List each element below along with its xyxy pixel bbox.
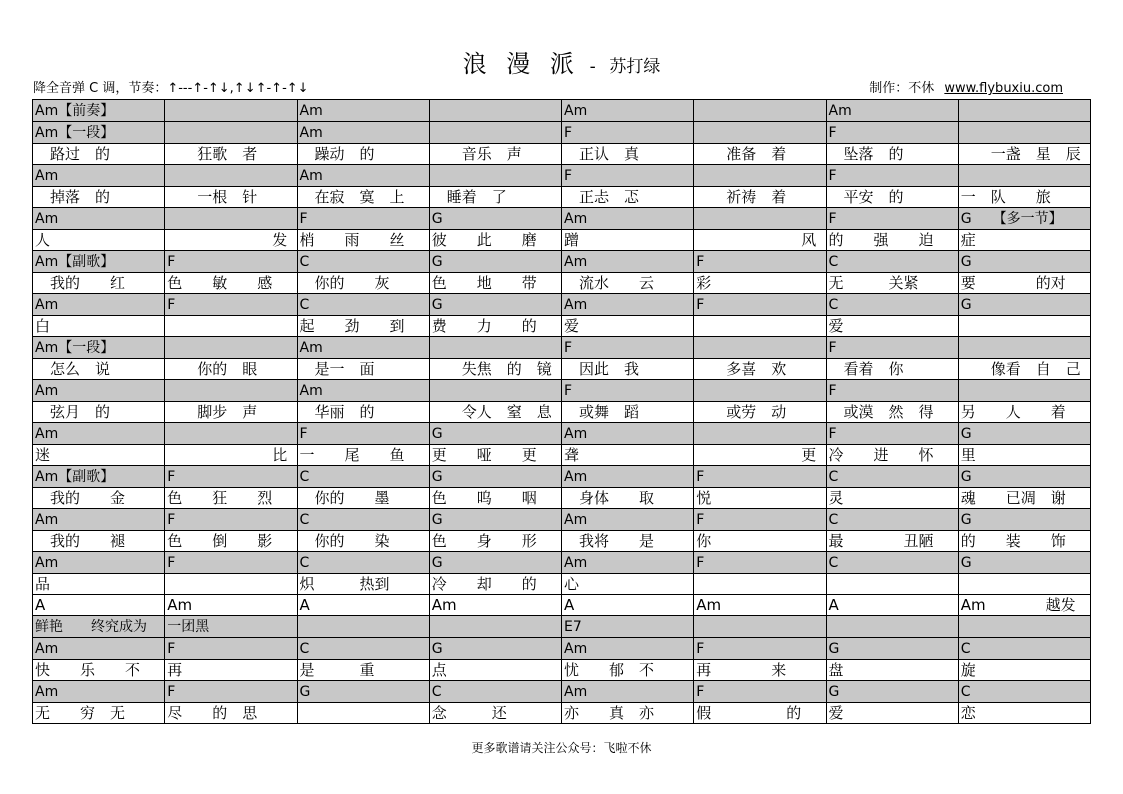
song-title: 浪 漫 派 xyxy=(462,50,580,78)
chord-cell xyxy=(165,380,297,402)
chord-row xyxy=(33,165,1091,187)
chord-cell: F xyxy=(694,251,826,273)
lyric-cell: 尽 的 思 xyxy=(165,703,297,724)
lyric-row xyxy=(33,359,1091,380)
lyric-cell xyxy=(826,574,958,595)
chord-cell: G xyxy=(958,509,1090,531)
lyric-cell: 路过 的 xyxy=(33,144,165,165)
chord-cell: F xyxy=(562,380,694,402)
lyric-cell: 平安 的 xyxy=(826,187,958,208)
lyric-cell: 是 重 xyxy=(297,660,429,681)
lyric-cell: A xyxy=(562,595,694,616)
lyric-cell: 蹭 xyxy=(562,230,694,251)
chord-cell xyxy=(165,165,297,187)
chord-cell: Am xyxy=(562,208,694,230)
lyric-cell: 冷 进 怀 xyxy=(826,445,958,466)
chord-cell: G xyxy=(429,552,561,574)
lyric-cell: 你的 墨 xyxy=(297,488,429,509)
chord-cell: E7 xyxy=(562,616,694,638)
artist-name: 苏打绿 xyxy=(609,57,661,77)
lyric-cell: 坠落 的 xyxy=(826,144,958,165)
lyric-cell: 魂 已凋 谢 xyxy=(958,488,1090,509)
chord-cell: Am【副歌】 xyxy=(33,466,165,488)
lyric-cell: 起 劲 到 xyxy=(297,316,429,337)
chord-cell: F xyxy=(826,122,958,144)
lyric-row xyxy=(33,273,1091,294)
chord-cell: Am xyxy=(33,165,165,187)
lyric-cell: 更 xyxy=(694,445,826,466)
lyric-cell xyxy=(297,703,429,724)
lyric-cell: 更 哑 更 xyxy=(429,445,561,466)
chord-cell: G xyxy=(958,552,1090,574)
chord-cell: G xyxy=(429,423,561,445)
lyric-cell xyxy=(958,316,1090,337)
chord-row xyxy=(33,208,1091,230)
chord-cell: G xyxy=(826,681,958,703)
chord-cell: F xyxy=(165,251,297,273)
chord-cell: F xyxy=(694,509,826,531)
lyric-row xyxy=(33,595,1091,616)
lyric-cell: 冷 却 的 xyxy=(429,574,561,595)
key-rhythm-line: 降全音弹 C 调，节奏：↑---↑-↑↓,↑↓↑-↑-↑↓ xyxy=(33,81,309,96)
chord-cell xyxy=(165,208,297,230)
lyric-cell: 悦 xyxy=(694,488,826,509)
lyric-cell: 白 xyxy=(33,316,165,337)
lyric-cell: 旋 xyxy=(958,660,1090,681)
chord-cell xyxy=(958,165,1090,187)
chord-cell: Am xyxy=(33,380,165,402)
lyric-cell: 一 尾 鱼 xyxy=(297,445,429,466)
chord-cell: C xyxy=(826,509,958,531)
chord-cell: F xyxy=(562,165,694,187)
chord-cell xyxy=(958,100,1090,122)
chord-cell xyxy=(958,616,1090,638)
chord-cell: F xyxy=(297,208,429,230)
lyric-cell: 因此 我 xyxy=(562,359,694,380)
chord-cell: C xyxy=(297,509,429,531)
lyric-cell: 色 地 带 xyxy=(429,273,561,294)
chord-cell: Am xyxy=(562,294,694,316)
lyric-cell: 在寂 寞 上 xyxy=(297,187,429,208)
lyric-cell: 炽 热到 xyxy=(297,574,429,595)
chord-cell xyxy=(429,337,561,359)
chord-cell: F xyxy=(562,337,694,359)
lyric-cell: 脚步 声 xyxy=(165,402,297,423)
maker-label: 制作：不休 xyxy=(869,81,935,96)
lyric-cell: 祈祷 着 xyxy=(694,187,826,208)
chord-cell: G xyxy=(958,423,1090,445)
lyric-cell: 再 xyxy=(165,660,297,681)
chord-cell: G xyxy=(429,638,561,660)
lyric-cell: 风 xyxy=(694,230,826,251)
chord-cell: G xyxy=(429,208,561,230)
lyric-cell: 或漠 然 得 xyxy=(826,402,958,423)
chord-cell xyxy=(694,337,826,359)
chord-row xyxy=(33,681,1091,703)
lyric-cell: 弦月 的 xyxy=(33,402,165,423)
lyric-cell: 你的 眼 xyxy=(165,359,297,380)
lyric-cell: 狂歌 者 xyxy=(165,144,297,165)
chord-cell: F xyxy=(826,165,958,187)
chord-cell: Am xyxy=(297,122,429,144)
chord-row xyxy=(33,552,1091,574)
chord-cell: Am【前奏】 xyxy=(33,100,165,122)
lyric-cell xyxy=(165,574,297,595)
lyric-cell: 爱 xyxy=(562,316,694,337)
chord-cell: C xyxy=(297,466,429,488)
chord-cell xyxy=(165,337,297,359)
lyric-cell: 你的 染 xyxy=(297,531,429,552)
chord-cell: Am xyxy=(33,681,165,703)
lyric-cell: 念 还 xyxy=(429,703,561,724)
chord-cell: Am xyxy=(562,509,694,531)
chord-cell: C xyxy=(826,552,958,574)
lyric-row xyxy=(33,574,1091,595)
lyric-cell: 我的 金 xyxy=(33,488,165,509)
maker-credit xyxy=(869,77,1063,96)
chord-cell: Am xyxy=(562,100,694,122)
lyric-cell: 怎么 说 xyxy=(33,359,165,380)
lyric-cell: 华丽 的 xyxy=(297,402,429,423)
chord-cell: G xyxy=(958,251,1090,273)
chord-cell: F xyxy=(165,509,297,531)
lyric-cell: 快 乐 不 xyxy=(33,660,165,681)
chord-cell xyxy=(826,616,958,638)
lyric-row xyxy=(33,531,1091,552)
lyric-cell: 另 人 着 xyxy=(958,402,1090,423)
lyric-cell: 令人 窒 息 xyxy=(429,402,561,423)
chord-cell xyxy=(429,380,561,402)
lyric-cell: 睡着 了 xyxy=(429,187,561,208)
lyric-cell: Am 越发 xyxy=(958,595,1090,616)
footer-note: 更多歌谱请关注公众号：飞啦不休 xyxy=(471,741,652,755)
chord-sheet-table xyxy=(32,99,1091,724)
lyric-cell: 正忐 忑 xyxy=(562,187,694,208)
lyric-cell: 流水 云 xyxy=(562,273,694,294)
chord-cell xyxy=(958,122,1090,144)
chord-cell xyxy=(297,616,429,638)
lyric-cell: 发 xyxy=(165,230,297,251)
lyric-row xyxy=(33,660,1091,681)
lyric-cell: 彩 xyxy=(694,273,826,294)
chord-cell: C xyxy=(826,251,958,273)
lyric-row xyxy=(33,488,1091,509)
lyric-cell: 心 xyxy=(562,574,694,595)
lyric-cell: 爱 xyxy=(826,703,958,724)
chord-cell: Am xyxy=(297,380,429,402)
lyric-cell: 假 的 xyxy=(694,703,826,724)
lyric-row xyxy=(33,445,1091,466)
lyric-cell: 要 的对 xyxy=(958,273,1090,294)
song-title-line xyxy=(0,44,1123,79)
chord-row xyxy=(33,294,1091,316)
chord-cell: Am xyxy=(297,165,429,187)
lyric-cell: 多喜 欢 xyxy=(694,359,826,380)
lyric-cell: 一根 针 xyxy=(165,187,297,208)
lyric-cell: 你 xyxy=(694,531,826,552)
lyric-cell: 像看 自 己 xyxy=(958,359,1090,380)
lyric-cell: 躁动 的 xyxy=(297,144,429,165)
chord-cell: G xyxy=(826,638,958,660)
lyric-cell: 或劳 动 xyxy=(694,402,826,423)
lyric-cell: 色 倒 影 xyxy=(165,531,297,552)
chord-row xyxy=(33,380,1091,402)
lyric-row xyxy=(33,187,1091,208)
lyric-row xyxy=(33,703,1091,724)
lyric-cell: 爱 xyxy=(826,316,958,337)
lyric-cell: 最 丑陋 xyxy=(826,531,958,552)
chord-cell: G xyxy=(429,294,561,316)
chord-row xyxy=(33,509,1091,531)
chord-cell: C xyxy=(297,552,429,574)
chord-cell: Am【一段】 xyxy=(33,337,165,359)
lyric-cell: 比 xyxy=(165,445,297,466)
chord-cell: 鲜艳 终究成为 xyxy=(33,616,165,638)
chord-cell: F xyxy=(165,294,297,316)
lyric-cell: A xyxy=(33,595,165,616)
lyric-cell: 费 力 的 xyxy=(429,316,561,337)
chord-cell: Am xyxy=(297,337,429,359)
chord-cell xyxy=(429,100,561,122)
chord-cell: G xyxy=(297,681,429,703)
lyric-cell xyxy=(958,574,1090,595)
lyric-cell xyxy=(694,574,826,595)
chord-cell: F xyxy=(694,294,826,316)
chord-row xyxy=(33,466,1091,488)
chord-cell: F xyxy=(694,638,826,660)
lyric-cell: 我的 红 xyxy=(33,273,165,294)
chord-cell xyxy=(694,423,826,445)
chord-cell: F xyxy=(826,380,958,402)
chord-row xyxy=(33,337,1091,359)
chord-cell xyxy=(694,616,826,638)
lyric-cell: 症 xyxy=(958,230,1090,251)
lyric-cell: 里 xyxy=(958,445,1090,466)
chord-cell: G xyxy=(429,509,561,531)
lyric-cell: 掉落 的 xyxy=(33,187,165,208)
lyric-cell: 音乐 声 xyxy=(429,144,561,165)
chord-cell: F xyxy=(165,638,297,660)
chord-cell: Am xyxy=(562,251,694,273)
lyric-cell: 色 狂 烈 xyxy=(165,488,297,509)
lyric-cell: 彼 此 磨 xyxy=(429,230,561,251)
lyric-cell: 我将 是 xyxy=(562,531,694,552)
chord-cell xyxy=(694,100,826,122)
lyric-cell: 灵 xyxy=(826,488,958,509)
chord-cell: C xyxy=(297,251,429,273)
lyric-cell: 聋 xyxy=(562,445,694,466)
chord-cell xyxy=(694,208,826,230)
chord-row xyxy=(33,423,1091,445)
chord-row xyxy=(33,100,1091,122)
lyric-cell: 你的 灰 xyxy=(297,273,429,294)
lyric-cell: 恋 xyxy=(958,703,1090,724)
chord-cell xyxy=(694,122,826,144)
lyric-cell: A xyxy=(297,595,429,616)
lyric-cell: 色 敏 感 xyxy=(165,273,297,294)
chord-cell: C xyxy=(826,466,958,488)
lyric-cell: 盘 xyxy=(826,660,958,681)
lyric-cell: 无 穷 无 xyxy=(33,703,165,724)
chord-cell: G xyxy=(429,466,561,488)
lyric-cell xyxy=(694,316,826,337)
chord-row xyxy=(33,638,1091,660)
chord-cell: Am xyxy=(33,552,165,574)
lyric-cell: 品 xyxy=(33,574,165,595)
chord-cell: Am xyxy=(33,509,165,531)
chord-cell: Am【副歌】 xyxy=(33,251,165,273)
lyric-row xyxy=(33,402,1091,423)
chord-cell: C xyxy=(429,681,561,703)
chord-cell: F xyxy=(694,681,826,703)
chord-cell: Am xyxy=(826,100,958,122)
lyric-cell: Am xyxy=(165,595,297,616)
chord-cell: Am xyxy=(562,552,694,574)
chord-cell: F xyxy=(562,122,694,144)
lyric-cell: 一 队 旅 xyxy=(958,187,1090,208)
chord-cell: F xyxy=(826,337,958,359)
title-dash: - xyxy=(589,57,596,77)
lyric-cell: 色 呜 咽 xyxy=(429,488,561,509)
chord-cell: Am xyxy=(33,638,165,660)
lyric-cell: 点 xyxy=(429,660,561,681)
chord-cell: Am xyxy=(33,294,165,316)
chord-cell: F xyxy=(165,466,297,488)
chord-cell xyxy=(958,337,1090,359)
chord-cell: 一团黑 xyxy=(165,616,297,638)
chord-cell: Am xyxy=(562,423,694,445)
lyric-row xyxy=(33,230,1091,251)
chord-cell: Am xyxy=(562,638,694,660)
chord-cell xyxy=(694,165,826,187)
lyric-row xyxy=(33,144,1091,165)
lyric-cell: 亦 真 亦 xyxy=(562,703,694,724)
chord-cell: Am xyxy=(33,423,165,445)
chord-cell: F xyxy=(826,423,958,445)
chord-cell xyxy=(165,100,297,122)
chord-row xyxy=(33,122,1091,144)
lyric-cell: 忧 郁 不 xyxy=(562,660,694,681)
chord-row xyxy=(33,616,1091,638)
chord-cell xyxy=(429,616,561,638)
lyric-cell: 看着 你 xyxy=(826,359,958,380)
chord-cell: C xyxy=(297,294,429,316)
lyric-cell: 梢 雨 丝 xyxy=(297,230,429,251)
chord-cell: Am xyxy=(562,466,694,488)
lyric-cell: 迷 xyxy=(33,445,165,466)
chord-cell xyxy=(958,380,1090,402)
chord-cell: G xyxy=(958,466,1090,488)
lyric-row xyxy=(33,316,1091,337)
lyric-cell: 人 xyxy=(33,230,165,251)
chord-cell: F xyxy=(694,466,826,488)
lyric-cell: 失焦 的 镜 xyxy=(429,359,561,380)
chord-cell: G xyxy=(958,294,1090,316)
chord-cell: C xyxy=(826,294,958,316)
chord-cell: C xyxy=(958,638,1090,660)
lyric-cell: 无 关紧 xyxy=(826,273,958,294)
chord-cell: G xyxy=(429,251,561,273)
chord-cell: F xyxy=(165,552,297,574)
chord-cell: F xyxy=(297,423,429,445)
lyric-cell: 的 装 饰 xyxy=(958,531,1090,552)
chord-cell: Am xyxy=(562,681,694,703)
lyric-cell: 身体 取 xyxy=(562,488,694,509)
lyric-cell: A xyxy=(826,595,958,616)
lyric-cell: 是一 面 xyxy=(297,359,429,380)
lyric-cell: 正认 真 xyxy=(562,144,694,165)
lyric-cell xyxy=(165,316,297,337)
chord-cell xyxy=(429,122,561,144)
chord-cell xyxy=(694,380,826,402)
chord-cell: C xyxy=(958,681,1090,703)
lyric-cell: 我的 褪 xyxy=(33,531,165,552)
chord-cell: Am xyxy=(297,100,429,122)
chord-cell: F xyxy=(694,552,826,574)
lyric-cell: 一盏 星 辰 xyxy=(958,144,1090,165)
chord-cell: F xyxy=(826,208,958,230)
chord-cell: F xyxy=(165,681,297,703)
chord-row xyxy=(33,251,1091,273)
chord-cell xyxy=(165,122,297,144)
chord-cell: G 【多一节】 xyxy=(958,208,1090,230)
lyric-cell: Am xyxy=(429,595,561,616)
lyric-cell: 准备 着 xyxy=(694,144,826,165)
lyric-cell: 的 强 迫 xyxy=(826,230,958,251)
chord-cell xyxy=(429,165,561,187)
chord-cell: Am xyxy=(33,208,165,230)
lyric-cell: 再 来 xyxy=(694,660,826,681)
maker-url-link[interactable]: www.flybuxiu.com xyxy=(944,81,1063,96)
chord-cell: Am【一段】 xyxy=(33,122,165,144)
lyric-cell: 或舞 蹈 xyxy=(562,402,694,423)
chord-cell: C xyxy=(297,638,429,660)
chord-cell xyxy=(165,423,297,445)
lyric-cell: 色 身 形 xyxy=(429,531,561,552)
lyric-cell: Am xyxy=(694,595,826,616)
